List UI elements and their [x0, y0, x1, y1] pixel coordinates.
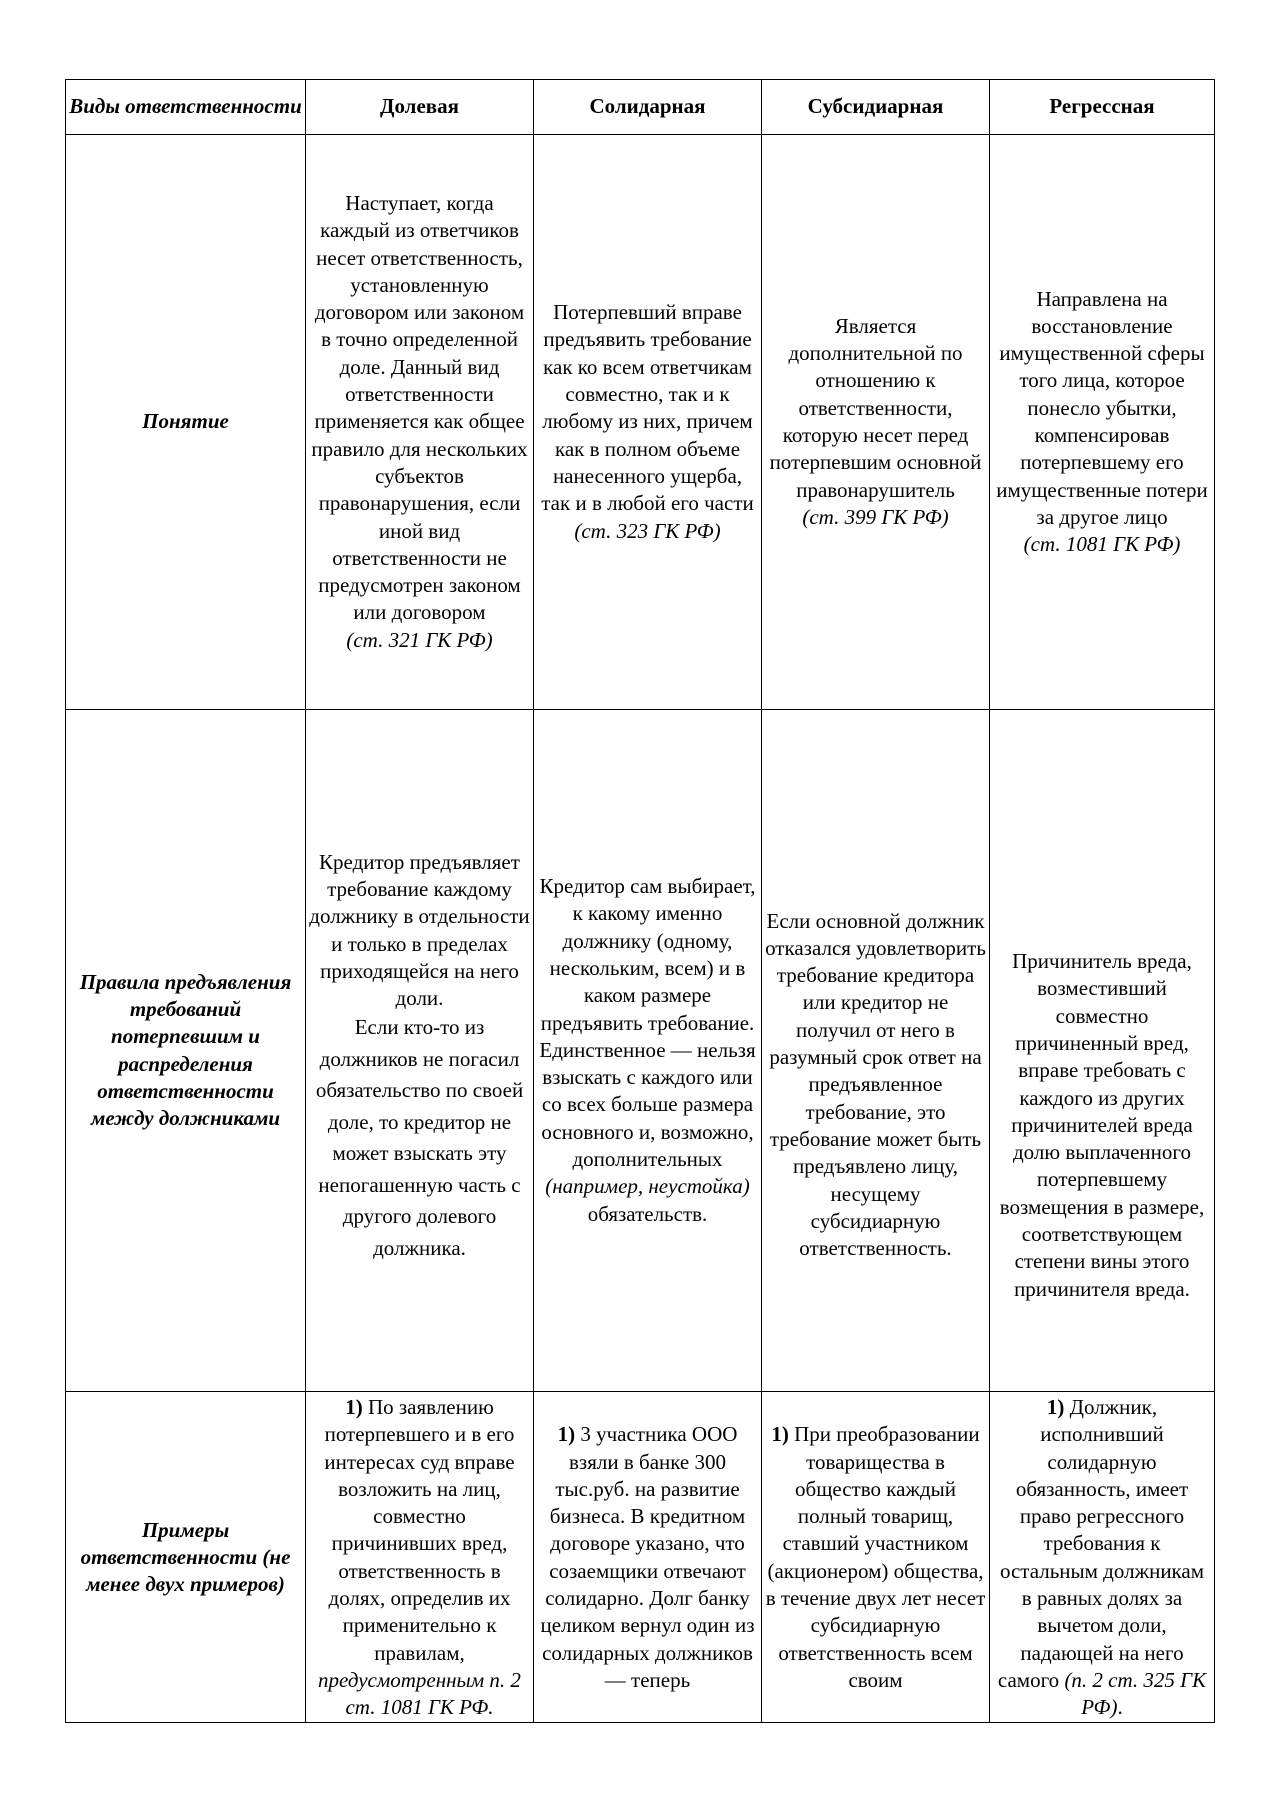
column-header-solidarnaya: Солидарная — [534, 80, 762, 135]
examples-cell-subsidiarnaya — [762, 1392, 990, 1723]
examples-cell-solidarnaya — [534, 1392, 762, 1723]
cell-text: Наступает, когда каждый из ответчиков несет ответственность, установленную договором или законом в точно определенной доле. Данный вид ответственности применяется как общее правило для нескольких субъектов правонарушения, если иной вид ответственности не предусмотрен законом или договором — [311, 190, 528, 625]
concept-cell-dolevaya — [306, 135, 534, 710]
rules-row — [66, 710, 1215, 1392]
row-header-rules: Правила предъявления требований потерпевшим и распределения ответственности между должниками — [66, 710, 306, 1392]
cell-text: Кредитор предъявляет требование каждому должнику в отдельности и только в пределах приходящейся на него доли. — [309, 849, 530, 1011]
cell-text: Если кто-то из должников не погасил обязательство по своей доле, то кредитор не может взыскать эту непогашенную часть с другого долевого должника. — [315, 1015, 524, 1260]
law-reference: (ст. 321 ГК РФ) — [346, 627, 493, 652]
cell-text: Кредитор сам выбирает, к какому именно должнику (одному, нескольким, всем) и в каком размере предъявить требование. Единственное — нельзя взыскать с каждого или со всех больше размера основного и, возможно, дополнительных — [539, 874, 756, 1172]
law-reference: предусмотренным п. 2 ст. 1081 ГК РФ. — [318, 1667, 521, 1720]
law-reference: (ст. 1081 ГК РФ) — [1023, 532, 1181, 557]
concept-cell-subsidiarnaya — [762, 135, 990, 710]
cell-text: обязательств. — [587, 1201, 708, 1226]
law-reference: (п. 2 ст. 325 ГК РФ) — [1064, 1667, 1207, 1720]
law-reference: (ст. 399 ГК РФ) — [802, 504, 949, 529]
cell-text: 3 участника ООО взяли в банке 300 тыс.руб. на развитие бизнеса. В кредитном договоре указано, что созаемщики отвечают солидарно. Долг банку целиком вернул один из солидарных должников — теперь — [540, 1422, 755, 1692]
rules-cell-regressnaya — [990, 710, 1215, 1392]
column-header-regressnaya: Регрессная — [990, 80, 1215, 135]
corner-header-cell: Виды ответственности — [66, 80, 306, 135]
column-header-dolevaya: Долевая — [306, 80, 534, 135]
cell-text: По заявлению потерпевшего и в его интересах суд вправе возложить на лиц, совместно причинивших вред, ответственность в долях, определив их применительно к правилам, — [324, 1395, 515, 1665]
cell-text: Должник, исполнивший солидарную обязанность, имеет право регрессного требования к остальным должникам в равных долях за вычетом доли, падающей на него самого — [997, 1395, 1205, 1692]
liability-types-table — [65, 79, 1215, 1723]
rules-cell-solidarnaya — [534, 710, 762, 1392]
examples-cell-dolevaya — [306, 1392, 534, 1723]
trailing-period: . — [1117, 1695, 1123, 1720]
list-number: 1) — [1046, 1395, 1065, 1419]
rules-cell-dolevaya — [306, 710, 534, 1392]
examples-row — [66, 1392, 1215, 1723]
cell-text: Если основной должник отказался удовлетворить требование кредитора или кредитор не получил от него в разумный срок ответ на предъявленное требование, это требование может быть предъявлено лицу, несущему субсидиарную ответственность. — [765, 908, 986, 1261]
cell-text: Является дополнительной по отношению к ответственности, которую несет перед потерпевшим основной правонарушитель — [769, 313, 982, 502]
cell-text: Направлена на восстановление имущественной сферы того лица, которое понесло убытки, компенсировав потерпевшему его имущественные потери за другое лицо — [996, 286, 1208, 529]
law-reference: (ст. 323 ГК РФ) — [574, 518, 721, 543]
examples-cell-regressnaya — [990, 1392, 1215, 1723]
row-header-concept: Понятие — [66, 135, 306, 710]
cell-text: При преобразовании товарищества в общество каждый полный товарищ, ставший участником (акционером) общества, в течение двух лет несет субсидиарную ответственность всем своим — [765, 1422, 986, 1692]
concept-row — [66, 135, 1215, 710]
concept-cell-solidarnaya — [534, 135, 762, 710]
list-number: 1) — [771, 1422, 789, 1447]
cell-text: Причинитель вреда, возместивший совместно причиненный вред, вправе требовать с каждого из других причинителей вреда долю выплаченного потерпевшему возмещения в размере, соответствующем степени вины этого причинителя вреда. — [999, 949, 1205, 1301]
example-note: (например, неустойка) — [545, 1174, 750, 1199]
list-number: 1) — [557, 1422, 576, 1447]
cell-text: Потерпевший вправе предъявить требование как ко всем ответчикам совместно, так и к любому из них, причем как в полном объеме нанесенного ущерба, так и в любой его части — [541, 300, 754, 516]
row-header-examples: Примеры ответственности (не менее двух примеров) — [66, 1392, 306, 1723]
list-number: 1) — [345, 1395, 363, 1419]
column-header-subsidiarnaya: Субсидиарная — [762, 80, 990, 135]
header-row — [66, 80, 1215, 135]
rules-cell-subsidiarnaya — [762, 710, 990, 1392]
concept-cell-regressnaya — [990, 135, 1215, 710]
